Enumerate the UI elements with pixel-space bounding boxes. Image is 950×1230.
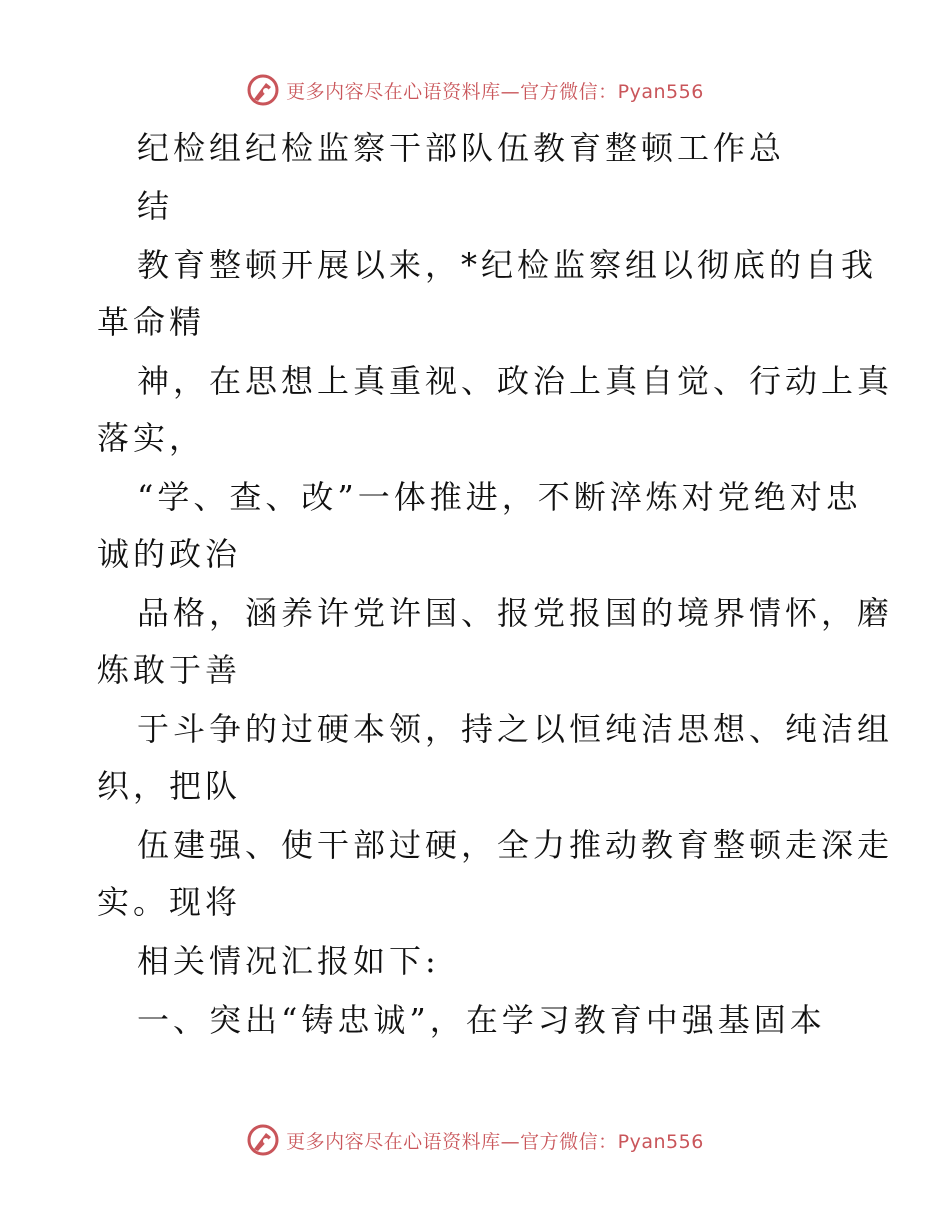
paragraph-line: 相关情况汇报如下: xyxy=(137,942,440,980)
paragraph-line: 织，把队 xyxy=(97,767,242,805)
paragraph-line: 教育整顿开展以来，*纪检监察组以彻底的自我 xyxy=(137,246,878,284)
watermark-text: 更多内容尽在心语资料库—官方微信：Pyan556 xyxy=(286,1130,704,1153)
paragraph-line: 实。现将 xyxy=(97,883,242,921)
pen-nib-seal-icon xyxy=(246,1123,280,1157)
pen-nib-seal-icon xyxy=(246,73,280,107)
document-title-line-1: 纪检组纪检监察干部队伍教育整顿工作总 xyxy=(137,129,786,167)
paragraph-line: 落实， xyxy=(97,419,206,457)
section-heading: 一、突出“铸忠诚”，在学习教育中强基固本 xyxy=(137,1001,826,1039)
paragraph-line: “学、查、改”一体推进，不断淬炼对党绝对忠 xyxy=(137,478,862,516)
watermark-text: 更多内容尽在心语资料库—官方微信：Pyan556 xyxy=(286,80,704,103)
paragraph-line: 神，在思想上真重视、政治上真自觉、行动上真 xyxy=(137,362,894,400)
paragraph-line: 诚的政治 xyxy=(97,535,242,573)
header-watermark xyxy=(0,70,950,110)
paragraph-line: 炼敢于善 xyxy=(97,651,242,689)
footer-watermark xyxy=(0,1120,950,1160)
paragraph-line: 伍建强、使干部过硬，全力推动教育整顿走深走 xyxy=(137,826,894,864)
document-title-line-2: 结 xyxy=(137,187,174,225)
paragraph-line: 品格，涵养许党许国、报党报国的境界情怀，磨 xyxy=(137,594,894,632)
paragraph-line: 于斗争的过硬本领，持之以恒纯洁思想、纯洁组 xyxy=(137,710,894,748)
paragraph-line: 革命精 xyxy=(97,303,206,341)
